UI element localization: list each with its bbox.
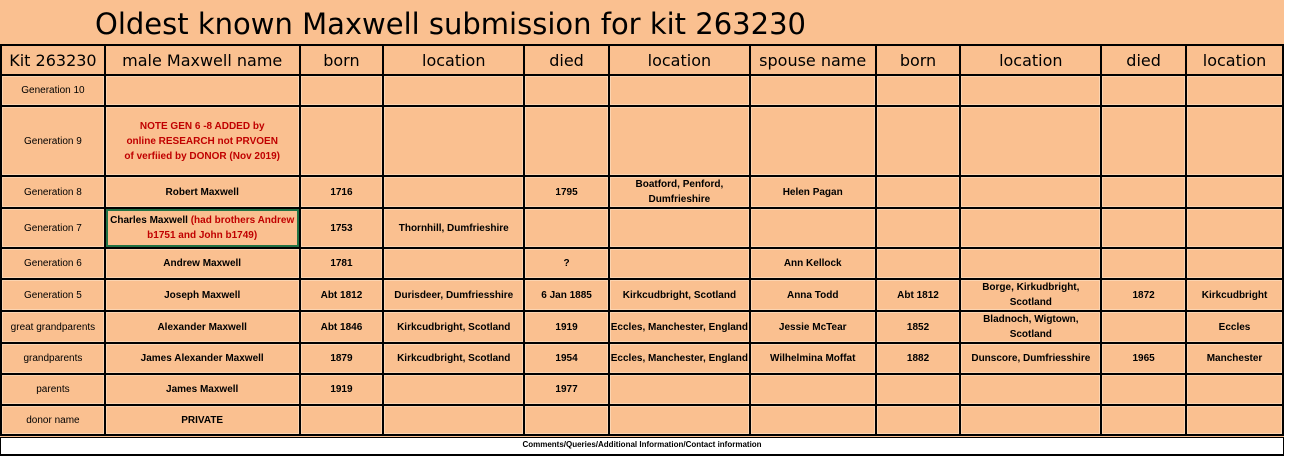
table-cell[interactable] <box>960 374 1101 405</box>
table-cell[interactable] <box>960 106 1101 176</box>
table-cell[interactable]: ? <box>524 248 609 279</box>
table-cell[interactable] <box>609 75 750 106</box>
table-cell[interactable]: Borge, Kirkudbright, Scotland <box>960 279 1101 311</box>
table-cell[interactable] <box>1101 75 1186 106</box>
row-label[interactable]: Generation 6 <box>1 248 105 279</box>
table-cell[interactable]: Joseph Maxwell <box>105 279 300 311</box>
table-cell[interactable]: 1977 <box>524 374 609 405</box>
row-label[interactable]: Generation 5 <box>1 279 105 311</box>
table-cell[interactable]: 1852 <box>876 311 961 343</box>
table-cell[interactable]: Jessie McTear <box>750 311 876 343</box>
table-cell[interactable] <box>609 405 750 435</box>
table-cell[interactable]: Eccles <box>1186 311 1283 343</box>
table-cell[interactable] <box>300 405 384 435</box>
table-cell[interactable] <box>300 75 384 106</box>
table-cell[interactable] <box>750 75 876 106</box>
table-cell[interactable] <box>383 176 524 208</box>
table-cell[interactable]: Wilhelmina Moffat <box>750 343 876 374</box>
table-cell[interactable] <box>876 106 961 176</box>
table-cell[interactable]: 6 Jan 1885 <box>524 279 609 311</box>
table-cell[interactable]: Eccles, Manchester, England <box>609 343 750 374</box>
table-cell[interactable] <box>383 106 524 176</box>
table-cell[interactable] <box>1186 208 1283 248</box>
table-cell[interactable]: Abt 1812 <box>876 279 961 311</box>
table-cell[interactable]: 1716 <box>300 176 384 208</box>
table-cell[interactable] <box>1101 208 1186 248</box>
table-cell[interactable]: Dunscore, Dumfriesshire <box>960 343 1101 374</box>
window-edge <box>1284 0 1289 455</box>
table-cell[interactable]: Abt 1846 <box>300 311 384 343</box>
row-label[interactable]: Generation 9 <box>1 106 105 176</box>
table-cell[interactable] <box>609 248 750 279</box>
table-cell[interactable] <box>1101 311 1186 343</box>
table-cell[interactable]: Bladnoch, Wigtown, Scotland <box>960 311 1101 343</box>
table-cell[interactable]: Ann Kellock <box>750 248 876 279</box>
table-cell[interactable]: Manchester <box>1186 343 1283 374</box>
table-row <box>1 343 1283 374</box>
table-cell[interactable]: Kirkcudbright, Scotland <box>609 279 750 311</box>
table-row <box>1 106 1283 176</box>
table-cell[interactable] <box>609 374 750 405</box>
table-cell[interactable] <box>1186 106 1283 176</box>
table-cell[interactable]: Boatford, Penford, Dumfrieshire <box>609 176 750 208</box>
table-row <box>1 374 1283 405</box>
table-cell[interactable] <box>383 405 524 435</box>
table-cell[interactable] <box>960 405 1101 435</box>
table-cell[interactable] <box>876 405 961 435</box>
table-cell[interactable] <box>960 208 1101 248</box>
table-cell[interactable] <box>1186 248 1283 279</box>
table-cell[interactable] <box>750 208 876 248</box>
table-cell[interactable]: 1965 <box>1101 343 1186 374</box>
table-cell[interactable] <box>1101 176 1186 208</box>
table-cell[interactable] <box>383 75 524 106</box>
table-cell[interactable] <box>1101 248 1186 279</box>
cell-text: Charles Maxwell <box>110 215 188 226</box>
table-cell[interactable]: Kirkcudbright <box>1186 279 1283 311</box>
table-cell[interactable]: 1872 <box>1101 279 1186 311</box>
table-cell[interactable]: Kirkcudbright, Scotland <box>383 343 524 374</box>
table-row <box>1 176 1283 208</box>
row-label[interactable]: donor name <box>1 405 105 435</box>
table-cell[interactable] <box>383 374 524 405</box>
table-cell[interactable] <box>524 75 609 106</box>
table-cell[interactable]: Abt 1812 <box>300 279 384 311</box>
comments-footer[interactable]: Comments/Queries/Additional Information/Contact information <box>0 437 1284 456</box>
table-row <box>1 311 1283 343</box>
table-cell[interactable] <box>609 106 750 176</box>
table-cell[interactable] <box>1186 176 1283 208</box>
table-cell[interactable]: Anna Todd <box>750 279 876 311</box>
table-cell[interactable] <box>876 208 961 248</box>
table-cell[interactable] <box>524 208 609 248</box>
header-spouse-location[interactable]: location <box>960 45 1101 75</box>
table-cell[interactable]: James Maxwell <box>105 374 300 405</box>
row-label[interactable]: Generation 8 <box>1 176 105 208</box>
table-cell[interactable] <box>524 405 609 435</box>
table-cell[interactable]: Thornhill, Dumfrieshire <box>383 208 524 248</box>
header-spouse-died[interactable]: died <box>1101 45 1186 75</box>
header-died-location[interactable]: location <box>609 45 750 75</box>
table-cell[interactable]: 1753 <box>300 208 384 248</box>
table-cell[interactable]: 1882 <box>876 343 961 374</box>
row-label[interactable]: Generation 7 <box>1 208 105 248</box>
table-row <box>1 248 1283 279</box>
table-cell[interactable]: Durisdeer, Dumfriesshire <box>383 279 524 311</box>
table-row <box>1 279 1283 311</box>
header-spouse-born[interactable]: born <box>876 45 961 75</box>
research-note-cell[interactable]: NOTE GEN 6 -8 ADDED by online RESEARCH not PRVOEN of verfiied by DONOR (Nov 2019) <box>105 106 300 176</box>
maxwell-table <box>0 44 1284 436</box>
table-cell[interactable]: 1954 <box>524 343 609 374</box>
row-label[interactable]: parents <box>1 374 105 405</box>
header-kit[interactable]: Kit 263230 <box>1 45 105 75</box>
table-cell[interactable] <box>383 248 524 279</box>
table-cell[interactable]: Andrew Maxwell <box>105 248 300 279</box>
table-cell[interactable]: 1795 <box>524 176 609 208</box>
table-row <box>1 75 1283 106</box>
table-row <box>1 208 1283 248</box>
table-cell[interactable] <box>1101 106 1186 176</box>
table-cell[interactable] <box>750 374 876 405</box>
row-label[interactable]: great grandparents <box>1 311 105 343</box>
table-cell[interactable] <box>876 248 961 279</box>
table-cell[interactable] <box>1186 374 1283 405</box>
table-row <box>1 405 1283 435</box>
table-cell[interactable] <box>750 405 876 435</box>
table-cell[interactable]: Eccles, Manchester, England <box>609 311 750 343</box>
table-cell[interactable]: 1919 <box>300 374 384 405</box>
header-row <box>1 45 1283 75</box>
table-cell[interactable]: Robert Maxwell <box>105 176 300 208</box>
table-cell[interactable]: James Alexander Maxwell <box>105 343 300 374</box>
table-cell[interactable]: 1879 <box>300 343 384 374</box>
header-location[interactable]: location <box>383 45 524 75</box>
table-cell[interactable] <box>1101 405 1186 435</box>
row-label[interactable]: Generation 10 <box>1 75 105 106</box>
table-cell[interactable] <box>750 106 876 176</box>
table-cell[interactable]: PRIVATE <box>105 405 300 435</box>
table-cell[interactable]: Kirkcudbright, Scotland <box>383 311 524 343</box>
table-cell[interactable] <box>876 176 961 208</box>
table-cell[interactable] <box>1186 75 1283 106</box>
selected-cell[interactable] <box>105 208 300 248</box>
header-died[interactable]: died <box>524 45 609 75</box>
table-cell[interactable]: 1919 <box>524 311 609 343</box>
header-spouse-name[interactable]: spouse name <box>750 45 876 75</box>
table-cell[interactable]: Alexander Maxwell <box>105 311 300 343</box>
page-title: Oldest known Maxwell submission for kit 263230 <box>95 7 806 41</box>
table-cell[interactable] <box>300 106 384 176</box>
table-cell[interactable] <box>105 75 300 106</box>
table-cell[interactable] <box>1101 374 1186 405</box>
header-born[interactable]: born <box>300 45 384 75</box>
table-cell[interactable] <box>960 248 1101 279</box>
table-cell[interactable] <box>876 75 961 106</box>
table-cell[interactable] <box>960 75 1101 106</box>
table-cell[interactable] <box>609 208 750 248</box>
table-cell[interactable]: 1781 <box>300 248 384 279</box>
row-label[interactable]: grandparents <box>1 343 105 374</box>
table-cell[interactable] <box>960 176 1101 208</box>
header-spouse-died-location[interactable]: location <box>1186 45 1283 75</box>
table-cell[interactable]: Helen Pagan <box>750 176 876 208</box>
table-cell[interactable] <box>1186 405 1283 435</box>
table-cell[interactable] <box>524 106 609 176</box>
cell-note-text: (had brothers Andrew b1751 and John b1749) <box>147 215 295 241</box>
header-male-name[interactable]: male Maxwell name <box>105 45 300 75</box>
table-cell[interactable] <box>876 374 961 405</box>
